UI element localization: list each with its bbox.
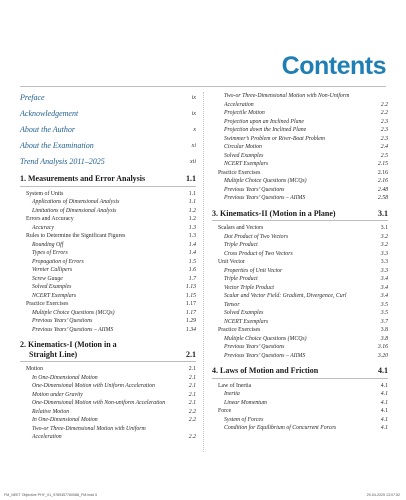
toc-entry-page: 3.2	[380, 233, 388, 240]
toc-entry-title: Vector Triple Product	[224, 284, 275, 291]
toc-entry[interactable]	[20, 92, 196, 104]
toc-entry-title: Previous Years’ Questions – AIIMS	[32, 326, 114, 333]
toc-entry[interactable]	[20, 425, 196, 442]
footer-timestamp: 29-04-2025 13:07:52	[366, 493, 400, 497]
toc-entry-title: Propagation of Errors	[32, 258, 84, 265]
right-column	[212, 92, 388, 433]
toc-entry-page: 2.1	[188, 374, 196, 381]
toc-entry-page: xi	[191, 143, 196, 149]
toc-entry-page: 3.20	[377, 352, 388, 359]
toc-entry[interactable]	[20, 408, 196, 417]
toc-entry-title: One-Dimensional Motion with Uniform Acceleration	[32, 383, 155, 389]
toc-entry-page: 3.8	[380, 327, 388, 333]
toc-entry-page: 4.1	[380, 382, 388, 389]
toc-entry-page: 3.2	[380, 242, 388, 248]
toc-entry[interactable]	[20, 108, 196, 120]
toc-entry[interactable]	[20, 416, 196, 425]
toc-entry-title: Multiple Choice Questions (MCQs)	[224, 178, 307, 184]
toc-entry-page: 4.1	[380, 408, 388, 414]
toc-entry-title: Cross Product of Two Vectors	[224, 250, 293, 257]
toc-entry-page: 2.2	[188, 417, 196, 423]
toc-entry-page: 4.1	[380, 416, 388, 423]
toc-entry-title: Force	[218, 408, 232, 414]
toc-entry[interactable]	[212, 309, 388, 318]
toc-entry[interactable]	[20, 292, 196, 301]
toc-entry-page: 4.1	[380, 425, 388, 431]
toc-entry[interactable]	[212, 169, 388, 178]
toc-entry-page: ix	[191, 111, 196, 117]
toc-entry[interactable]	[212, 352, 388, 361]
toc-entry[interactable]	[212, 194, 388, 203]
toc-entry-title: Circular Motion	[224, 144, 262, 150]
toc-entry-page: 2.5	[380, 152, 388, 159]
toc-entry-page: 2.1	[188, 383, 196, 389]
toc-entry-title: Two-or Three-Dimensional Motion with Uniform Acceleration	[32, 425, 146, 440]
toc-entry-title: Condition for Equilibrium of Concurrent Forces	[224, 425, 337, 431]
toc-entry[interactable]	[212, 284, 388, 293]
toc-entry-title: Relative Motion	[32, 408, 70, 415]
toc-entry[interactable]	[20, 258, 196, 267]
toc-entry-page: 3.3	[380, 259, 388, 265]
toc-entry-title: NCERT Exemplars	[32, 292, 77, 299]
toc-entry-title: Scalars and Vectors	[218, 225, 264, 231]
toc-entry[interactable]	[20, 241, 196, 250]
toc-entry[interactable]	[20, 300, 196, 309]
chapter-4-entries	[212, 382, 388, 433]
toc-entry-page: ix	[191, 95, 196, 101]
toc-entry-page: 2.1	[188, 400, 196, 406]
toc-entry-title: Rules to Determine the Significant Figures	[26, 233, 126, 239]
toc-entry-title: Solved Examples	[32, 284, 72, 290]
chapter-1-heading[interactable]: 1. Measurements and Error Analysis 1.1	[20, 174, 196, 187]
toc-entry-page: 2.4	[380, 144, 388, 150]
toc-entry[interactable]	[20, 266, 196, 275]
toc-entry-page: x	[193, 127, 196, 133]
toc-entry[interactable]	[20, 275, 196, 284]
toc-entry-page: 2.3	[380, 127, 388, 133]
toc-entry-title: NCERT Exemplars	[224, 161, 269, 167]
toc-entry-page: 2.16	[377, 178, 388, 184]
toc-entry[interactable]	[212, 382, 388, 391]
toc-entry-title: Motion	[26, 366, 44, 372]
toc-entry-page: 3.4	[380, 293, 388, 299]
toc-entry-title: NCERT Exemplars	[224, 318, 269, 325]
toc-entry-title: Properties of Unit Vector	[224, 267, 283, 274]
toc-entry-page: 2.58	[377, 195, 388, 201]
toc-entry-title: Trend Analysis 2011–2025	[20, 157, 105, 166]
toc-entry-page: 2.3	[380, 118, 388, 125]
toc-entry-title: About the Examination	[20, 141, 94, 150]
toc-entry-page: 2.2	[188, 434, 196, 440]
toc-entry-page: 2.3	[380, 135, 388, 142]
toc-entry-title: Previous Years’ Questions	[32, 318, 93, 324]
toc-entry-page: 2.1	[188, 391, 196, 398]
toc-entry-page: 3.5	[380, 301, 388, 308]
toc-entry-title: About the Author	[20, 125, 75, 134]
toc-entry-title: In One-Dimensional Motion	[32, 417, 98, 423]
toc-entry-title: Linear Momentum	[224, 399, 267, 406]
toc-entry-page: 3.8	[380, 335, 388, 342]
toc-entry-title: System of Units	[26, 190, 64, 197]
toc-entry-title: Multiple Choice Questions (MCQs)	[32, 309, 115, 316]
toc-entry-title: Scalar and Vector Field: Gradient, Divergence, Curl	[224, 293, 347, 299]
toc-entry-page: 1.2	[188, 216, 196, 222]
toc-entry-page: 1.4	[188, 250, 196, 256]
toc-entry-page: 1.3	[188, 233, 196, 239]
toc-entry[interactable]	[212, 233, 388, 242]
toc-entry-title: Triple Product	[224, 276, 258, 282]
toc-entry-page: 4.1	[380, 391, 388, 397]
toc-entry-title: Applications of Dimensional Analysis	[32, 199, 120, 205]
toc-entry-page: 2.2	[380, 110, 388, 116]
toc-entry-title: Previous Years’ Questions – AIIMS	[224, 352, 306, 359]
toc-entry[interactable]	[212, 92, 388, 109]
toc-entry-title: Motion under Gravity	[32, 391, 83, 398]
chapter-2-continued-entries	[212, 92, 388, 203]
chapter-1-entries	[20, 190, 196, 335]
toc-entry-title: Swimmer’s Problem or River-Boat Problem	[224, 135, 325, 142]
toc-entry[interactable]	[20, 124, 196, 136]
toc-entry-title: Dot Product of Two Vectors	[224, 233, 289, 240]
toc-entry-page: 2.2	[380, 101, 388, 108]
toc-entry-title: Two-or Three-Dimensional Motion with Non-Uniform Acceleration	[224, 93, 350, 108]
toc-entry-page: 3.3	[380, 267, 388, 274]
toc-entry[interactable]	[20, 198, 196, 207]
toc-entry[interactable]	[20, 215, 196, 224]
toc-entry[interactable]	[212, 177, 388, 186]
toc-entry[interactable]	[212, 135, 388, 144]
toc-entry-title: Projectile Motion	[224, 110, 265, 116]
toc-entry-page: 3.3	[380, 250, 388, 257]
toc-entry-title: Triple Product	[224, 242, 258, 248]
toc-entry[interactable]	[20, 326, 196, 335]
toc-entry-page: 1.6	[188, 267, 196, 273]
toc-entry[interactable]	[20, 365, 196, 374]
toc-entry-page: 1.7	[188, 275, 196, 282]
chapter-3-entries	[212, 224, 388, 360]
toc-entry-page: 1.34	[185, 326, 196, 333]
toc-entry-title: Solved Examples	[224, 152, 264, 159]
toc-entry-page: 2.2	[188, 408, 196, 415]
toc-entry[interactable]	[212, 318, 388, 327]
toc-entry-title: Vernier Callipers	[32, 267, 73, 273]
toc-entry-title: One-Dimensional Motion with Non-uniform Acceleration	[32, 400, 166, 406]
toc-entry[interactable]	[20, 140, 196, 152]
toc-entry-title: Errors and Accuracy	[26, 216, 74, 222]
footer-file-name: FM_NEET Objective PHY_01_9789357760088_FM.indd 5	[4, 493, 98, 497]
page-title: Contents	[281, 52, 386, 80]
toc-entry-page: 4.1	[380, 399, 388, 406]
toc-entry-title: Acknowledgement	[20, 109, 79, 118]
toc-entry[interactable]	[212, 126, 388, 135]
toc-entry-page: 3.5	[380, 310, 388, 316]
chapter-4-heading[interactable]: 4. Laws of Motion and Friction 4.1	[212, 366, 388, 379]
toc-entry-title: Previous Years’ Questions – AIIMS	[224, 195, 306, 201]
toc-entry-title: Practice Exercises	[218, 327, 261, 333]
toc-entry-title: Types of Errors	[32, 250, 68, 256]
toc-entry-title: Previous Years’ Questions	[224, 344, 285, 350]
toc-entry[interactable]	[212, 390, 388, 399]
toc-entry[interactable]	[20, 224, 196, 233]
toc-entry-page: 1.5	[188, 258, 196, 265]
toc-entry[interactable]	[20, 232, 196, 241]
toc-entry[interactable]	[20, 374, 196, 383]
toc-entry-page: 1.29	[185, 318, 196, 324]
toc-entry[interactable]	[212, 267, 388, 276]
toc-entry[interactable]	[212, 186, 388, 195]
toc-entry-title: Accuracy	[32, 224, 54, 231]
toc-entry-title: System of Forces	[224, 416, 264, 423]
toc-entry-page: 1.15	[185, 292, 196, 299]
toc-entry[interactable]	[212, 416, 388, 425]
toc-entry-page: 1.3	[188, 224, 196, 231]
toc-entry[interactable]	[212, 143, 388, 152]
toc-entry[interactable]	[212, 424, 388, 433]
toc-entry-page: 1.1	[188, 190, 196, 197]
toc-entry-page: 3.1	[380, 225, 388, 231]
toc-entry[interactable]	[20, 190, 196, 199]
toc-entry[interactable]	[212, 258, 388, 267]
toc-entry[interactable]	[212, 250, 388, 259]
toc-entry[interactable]	[20, 391, 196, 400]
toc-entry[interactable]	[20, 156, 196, 168]
toc-entry-title: Practice Exercises	[26, 301, 69, 307]
front-matter-list	[20, 92, 196, 168]
toc-entry-page: 1.17	[185, 309, 196, 316]
toc-entry[interactable]	[212, 118, 388, 127]
toc-entry[interactable]	[212, 152, 388, 161]
left-column	[20, 92, 196, 442]
toc-entry[interactable]	[20, 317, 196, 326]
toc-entry-title: Screw Gauge	[32, 275, 63, 282]
toc-entry[interactable]	[212, 275, 388, 284]
toc-entry[interactable]	[20, 309, 196, 318]
toc-entry-title: Limitations of Dimensional Analysis	[32, 207, 117, 214]
toc-entry-title: In One-Dimensional Motion	[32, 374, 98, 381]
toc-entry-title: Multiple Choice Questions (MCQs)	[224, 335, 307, 342]
toc-entry-page: 1.2	[188, 207, 196, 214]
toc-entry[interactable]	[20, 207, 196, 216]
toc-entry[interactable]	[20, 382, 196, 391]
toc-entry[interactable]	[212, 301, 388, 310]
toc-entry-page: xii	[190, 159, 196, 165]
toc-entry[interactable]	[212, 407, 388, 416]
toc-entry[interactable]	[212, 335, 388, 344]
toc-entry-title: Practice Exercises	[218, 169, 261, 176]
toc-entry-title: Solved Examples	[224, 310, 264, 316]
toc-entry-title: Rounding Off	[32, 241, 64, 248]
toc-entry[interactable]	[212, 343, 388, 352]
toc-entry-page: 1.17	[185, 301, 196, 307]
toc-entry-page: 3.4	[380, 284, 388, 291]
toc-entry[interactable]	[212, 399, 388, 408]
toc-entry[interactable]	[212, 326, 388, 335]
toc-entry[interactable]	[20, 283, 196, 292]
toc-entry[interactable]	[212, 160, 388, 169]
toc-entry-title: Tensor	[224, 301, 240, 308]
toc-entry[interactable]	[20, 399, 196, 408]
chapter-2-heading[interactable]: 2. Kinematics-I (Motion in a Straight Line) 2.1	[20, 340, 196, 362]
toc-entry-title: Law of Inertia	[218, 382, 252, 389]
toc-entry-page: 2.1	[188, 366, 196, 372]
toc-entry-title: Projection down the Inclined Plane	[224, 127, 307, 133]
toc-entry-page: 1.13	[185, 284, 196, 290]
print-footer	[4, 493, 400, 497]
chapter-3-heading[interactable]: 3. Kinematics-II (Motion in a Plane) 3.1	[212, 209, 388, 222]
toc-entry-page: 1.1	[188, 199, 196, 205]
toc-entry-title: Previous Years’ Questions	[224, 186, 285, 193]
column-divider	[203, 92, 204, 452]
toc-entry-page: 2.15	[377, 161, 388, 167]
toc-entry[interactable]	[212, 241, 388, 250]
toc-entry-page: 2.48	[377, 186, 388, 193]
toc-entry-page: 3.7	[380, 318, 388, 325]
toc-entry-page: 3.16	[377, 344, 388, 350]
toc-entry-page: 1.4	[188, 241, 196, 248]
toc-entry[interactable]	[212, 292, 388, 301]
toc-entry-page: 3.4	[380, 276, 388, 282]
toc-entry-page: 2.16	[377, 169, 388, 176]
toc-entry-title: Projection upon an Inclined Plane	[224, 118, 304, 125]
toc-entry[interactable]	[212, 224, 388, 233]
toc-entry-title: Unit Vector	[218, 259, 245, 265]
toc-entry-title: Preface	[20, 93, 45, 102]
chapter-2-entries	[20, 365, 196, 442]
toc-entry[interactable]	[20, 249, 196, 258]
title-rule	[20, 86, 386, 87]
toc-entry-title: Inertia	[224, 391, 240, 397]
toc-entry[interactable]	[212, 109, 388, 118]
